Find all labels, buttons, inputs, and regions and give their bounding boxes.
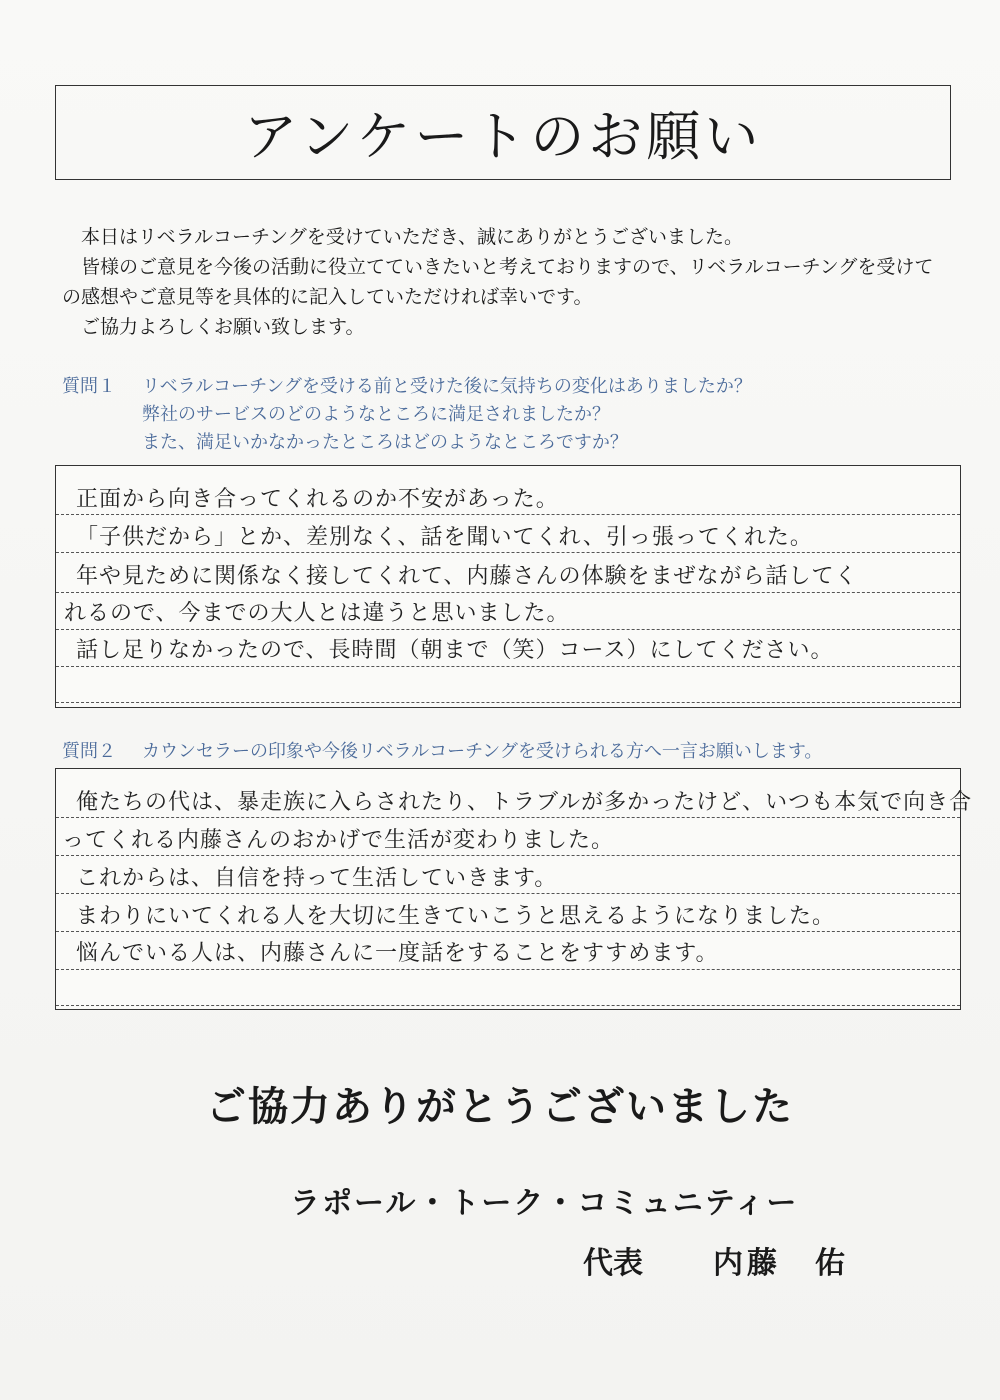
intro-paragraph: 皆様のご意見を今後の活動に役立てていきたいと考えておりますので、リベラルコーチングを受けての感想やご意見等を具体的に記入していただければ幸いです。 [62,256,934,308]
answer-1-box[interactable] [55,465,961,708]
question-1 [62,373,752,457]
handwritten-answer-line: 年や見ために関係なく接してくれて、内藤さんの体験をまぜながら話してく [76,564,858,589]
handwritten-answer-line: 悩んでいる人は、内藤さんに一度話をすることをすすめます。 [76,941,719,966]
representative-name: 内藤 佑 [713,1246,849,1281]
page-title: アンケートのお願い [243,105,763,168]
closing-thanks: ご協力ありがとうございました [206,1084,794,1130]
intro-paragraph: 本日はリベラルコーチングを受けていただき、誠にありがとうございました。 [81,226,743,248]
ruled-line [56,969,960,1006]
handwritten-answer-line: 正面から向き合ってくれるのか不安があった。 [76,487,559,512]
question-1-line: リベラルコーチングを受ける前と受けた後に気持ちの変化はありましたか？ [142,376,752,397]
title-box [55,85,951,180]
representative [583,1238,849,1282]
handwritten-answer-line: れるので、今までの大人とは違うと思いました。 [64,601,570,626]
handwritten-answer-line: ってくれる内藤さんのおかげで生活が変わりました。 [62,828,615,853]
question-1-line: また、満足いかなかったところはどのようなところですか？ [142,432,628,453]
question-1-line: 弊社のサービスのどのようなところに満足されましたか？ [142,404,610,425]
intro-text [62,222,952,342]
organization-name: ラポール・トーク・コミュニティー [290,1186,799,1221]
question-2 [62,738,822,766]
ruled-line [56,666,960,703]
question-2-text: カウンセラーの印象や今後リベラルコーチングを受けられる方へ一言お願いします。 [142,741,823,762]
intro-paragraph: ご協力よろしくお願い致します。 [81,316,365,338]
question-2-label: 質問２ [62,741,116,762]
question-1-label: 質問１ [62,376,116,397]
handwritten-answer-line: 「子供だから」とか、差別なく、話を聞いてくれ、引っ張ってくれた。 [76,525,813,550]
handwritten-answer-line: 話し足りなかったので、長時間（朝まで（笑）コース）にしてください。 [76,638,834,663]
answer-2-box[interactable] [55,768,973,1010]
handwritten-answer-line: これからは、自信を持って生活していきます。 [76,866,558,891]
handwritten-answer-line: 俺たちの代は、暴走族に入らされたり、トラブルが多かったけど、いつも本気で向き合 [76,790,973,815]
handwritten-answer-line: まわりにいてくれる人を大切に生きていこうと思えるようになりました。 [76,904,836,929]
representative-title: 代表 [583,1246,643,1281]
